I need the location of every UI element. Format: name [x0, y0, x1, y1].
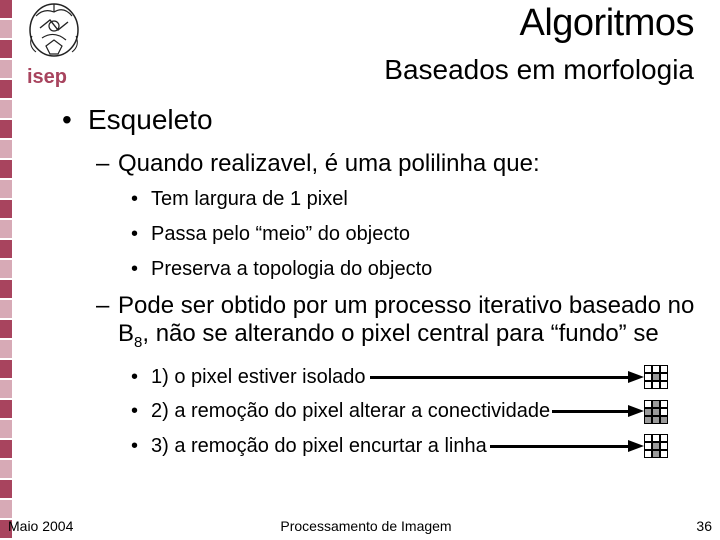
decorative-stripe [0, 0, 12, 540]
arrow-line [370, 376, 632, 379]
bullet-esqueleto [62, 104, 213, 136]
property-item [131, 188, 348, 211]
condition-text: 1) o pixel estiver isolado [151, 366, 366, 388]
sub-bullet-marker: • [131, 223, 139, 245]
dash-item-1 [96, 150, 540, 178]
arrow-head-icon [628, 440, 644, 452]
condition-text: 2) a remoção do pixel alterar a conectividade [151, 400, 551, 422]
pixel-grid-isolated [644, 365, 668, 389]
pixel-grid-connectivity [644, 400, 668, 424]
arrow-head-icon [628, 405, 644, 417]
property-text: Tem largura de 1 pixel [151, 188, 348, 210]
dash-marker: – [96, 150, 110, 177]
sub-bullet-marker: • [131, 258, 139, 280]
condition-item [131, 366, 366, 389]
arrow-line [490, 445, 632, 448]
bullet-text: Esqueleto [88, 104, 213, 135]
footer-course: Processamento de Imagem [280, 518, 452, 534]
slide-title: Algoritmos [519, 2, 694, 44]
property-text: Passa pelo “meio” do objecto [151, 223, 411, 245]
logo-emblem-icon [22, 0, 86, 66]
pixel-grid-line-end [644, 434, 668, 458]
arrow-head-icon [628, 371, 644, 383]
property-item [131, 258, 432, 281]
dash-text-line1: Pode ser obtido por um processo iterativo baseado no [118, 292, 695, 319]
slide-subtitle: Baseados em morfologia [384, 54, 694, 85]
dash-text-line2 [96, 320, 696, 357]
b8-subscript: 8 [134, 333, 143, 351]
dash-item-2 [96, 292, 696, 357]
sub-bullet-marker: • [131, 435, 139, 457]
logo-text: isep [27, 66, 68, 88]
sub-bullet-marker: • [131, 400, 139, 422]
dash-text: Quando realizavel, é uma polilinha que: [118, 150, 540, 177]
b8-base: B [118, 320, 135, 347]
sub-bullet-marker: • [131, 188, 139, 210]
condition-text: 3) a remoção do pixel encurtar a linha [151, 435, 487, 457]
arrow-line [552, 410, 632, 413]
property-text: Preserva a topologia do objecto [151, 258, 433, 280]
condition-item [131, 400, 550, 423]
property-item [131, 223, 410, 246]
isep-logo [18, 0, 86, 92]
sub-bullet-marker: • [131, 366, 139, 388]
dash-marker: – [96, 292, 110, 319]
footer-page-number: 36 [696, 518, 712, 534]
bullet-marker: • [62, 104, 72, 135]
condition-item [131, 435, 487, 458]
footer-date: Maio 2004 [8, 518, 74, 534]
dash-text-rest: , não se alterando o pixel central para “fundo” se [142, 320, 659, 347]
